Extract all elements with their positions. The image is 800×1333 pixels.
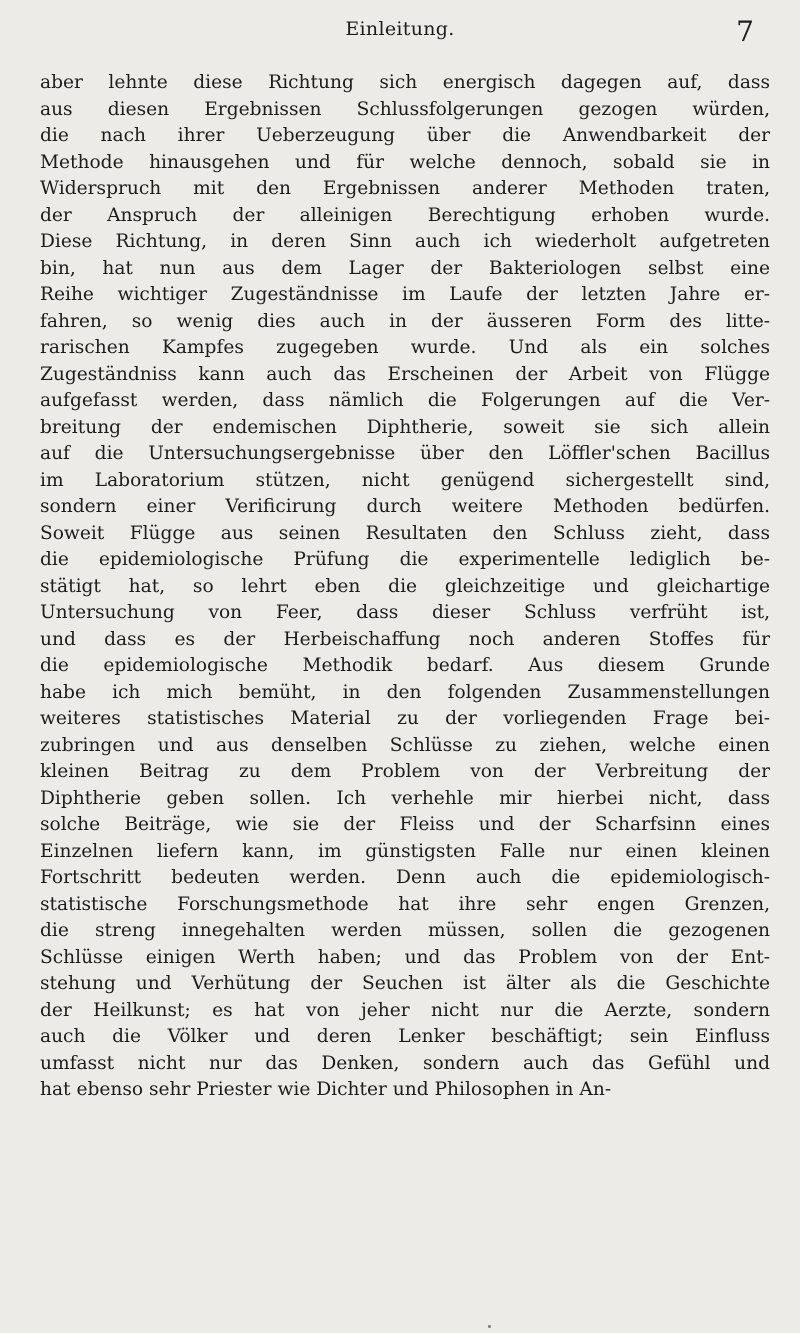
text-line: sondern einer Verificirung durch weitere Methoden bedürfen. (40, 496, 770, 517)
text-line: habe ich mich bemüht, in den folgenden Zusammenstellungen (40, 681, 770, 703)
text-line: stätigt hat, so lehrt eben die gleichzeitige und gleichartige (40, 575, 770, 597)
text-line: hat ebenso sehr Priester wie Dichter und Philosophen in An- (40, 1079, 612, 1100)
text-line: umfasst nicht nur das Denken, sondern auch das Gefühl und (40, 1052, 770, 1074)
text-line: stehung und Verhütung der Seuchen ist älter als die Geschichte (40, 973, 770, 994)
body-text (40, 70, 770, 1104)
text-line: aus diesen Ergebnissen Schlussfolgerungen gezogen würden, (40, 98, 770, 120)
text-line: zubringen und aus denselben Schlüsse zu ziehen, welche einen (40, 734, 770, 756)
text-line: solche Beiträge, wie sie der Fleiss und der Scharfsinn eines (40, 814, 770, 835)
text-line: statistische Forschungsmethode hat ihre sehr engen Grenzen, (40, 893, 770, 915)
text-line: die streng innegehalten werden müssen, sollen die gezogenen (40, 920, 770, 941)
text-line: Methode hinausgehen und für welche dennoch, sobald sie in (40, 151, 770, 173)
text-line: auf die Untersuchungsergebnisse über den Löffler'schen Bacillus (40, 443, 770, 464)
running-head: Einleitung. (345, 18, 455, 40)
text-line: die epidemiologische Methodik bedarf. Aus diesem Grunde (40, 655, 770, 676)
text-line: Zugeständniss kann auch das Erscheinen der Arbeit von Flügge (40, 363, 770, 385)
text-line: Soweit Flügge aus seinen Resultaten den Schluss zieht, dass (40, 522, 770, 544)
text-line: aber lehnte diese Richtung sich energisch dagegen auf, dass (40, 72, 770, 93)
page-number: 7 (736, 15, 754, 48)
text-line: aufgefasst werden, dass nämlich die Folgerungen auf die Ver- (40, 390, 770, 411)
text-line: Widerspruch mit den Ergebnissen anderer Methoden traten, (40, 178, 770, 199)
text-line: breitung der endemischen Diphtherie, soweit sie sich allein (40, 416, 770, 438)
text-line: Reihe wichtiger Zugeständnisse im Laufe der letzten Jahre er- (40, 284, 770, 305)
text-line: Einzelnen liefern kann, im günstigsten Falle nur einen kleinen (40, 840, 770, 862)
text-line: bin, hat nun aus dem Lager der Bakteriologen selbst eine (40, 257, 770, 279)
text-line: auch die Völker und deren Lenker beschäftigt; sein Einfluss (40, 1026, 770, 1047)
text-line: die epidemiologische Prüfung die experimentelle lediglich be- (40, 549, 770, 570)
text-line: weiteres statistisches Material zu der vorliegenden Frage bei- (40, 708, 770, 729)
text-line: Schlüsse einigen Werth haben; und das Problem von der Ent- (40, 946, 770, 968)
text-line: der Heilkunst; es hat von jeher nicht nur die Aerzte, sondern (40, 999, 770, 1021)
text-line: und dass es der Herbeischaffung noch anderen Stoffes für (40, 628, 770, 650)
text-line: der Anspruch der alleinigen Berechtigung erhoben wurde. (40, 204, 770, 226)
paper-speck (488, 1325, 491, 1328)
text-line: kleinen Beitrag zu dem Problem von der Verbreitung der (40, 761, 770, 782)
text-line: Diese Richtung, in deren Sinn auch ich wiederholt aufgetreten (40, 231, 770, 252)
text-line: fahren, so wenig dies auch in der äusseren Form des litte- (40, 310, 770, 332)
text-line: Diphtherie geben sollen. Ich verhehle mir hierbei nicht, dass (40, 787, 770, 809)
text-line: Untersuchung von Feer, dass dieser Schluss verfrüht ist, (40, 602, 770, 623)
text-line: Fortschritt bedeuten werden. Denn auch die epidemiologisch- (40, 867, 770, 888)
text-line: rarischen Kampfes zugegeben wurde. Und als ein solches (40, 337, 770, 358)
text-line: die nach ihrer Ueberzeugung über die Anwendbarkeit der (40, 125, 770, 146)
page-header (40, 14, 760, 50)
text-line: im Laboratorium stützen, nicht genügend sichergestellt sind, (40, 469, 770, 491)
